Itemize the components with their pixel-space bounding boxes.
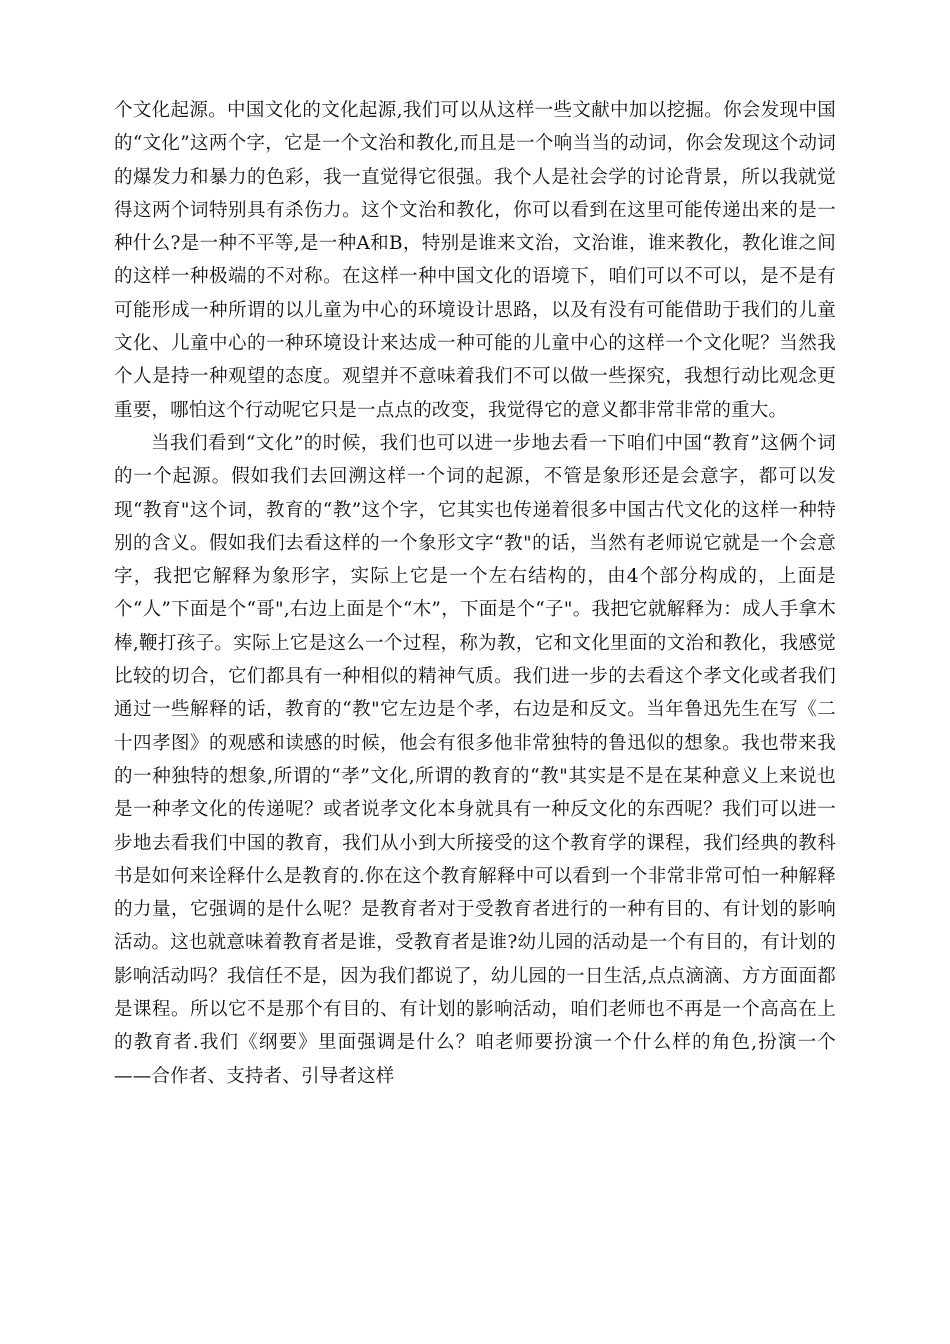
- paragraph-1: 个文化起源。中国文化的文化起源,我们可以从这样一些文献中加以挖掘。你会发现中国的“文化”这两个字，它是一个文治和教化,而且是一个响当当的动词，你会发现这个动词的爆发力和暴力的色彩，我一直觉得它很强。我个人是社会学的讨论背景，所以我就觉得这两个词特别具有杀伤力。这个文治和教化，你可以看到在这里可能传递出来的是一种什么?是一种不平等,是一种A和B，特别是谁来文治，文治谁，谁来教化，教化谁之间的这样一种极端的不对称。在这样一种中国文化的语境下，咱们可以不可以，是不是有可能形成一种所谓的以儿童为中心的环境设计思路，以及有没有可能借助于我们的儿童文化、儿童中心的一种环境设计来达成一种可能的儿童中心的这样一个文化呢？当然我个人是持一种观望的态度。观望并不意味着我们不可以做一些探究，我想行动比观念更重要，哪怕这个行动呢它只是一点点的改变，我觉得它的意义都非常非常的重大。: [114, 100, 836, 421]
- document-body: [114, 94, 836, 1093]
- paragraph-2: 当我们看到“文化”的时候，我们也可以进一步地去看一下咱们中国“教育”这俩个词的一个起源。假如我们去回溯这样一个词的起源，不管是象形还是会意字，都可以发现“教育"这个词，教育的“教”这个字，它其实也传递着很多中国古代文化的这样一种特别的含义。假如我们去看这样的一个象形文字“教"的话，当然有老师说它就是一个会意字，我把它解释为象形字，实际上它是一个左右结构的，由4个部分构成的，上面是个“人”下面是个“哥",右边上面是个“木”，下面是个“子"。我把它就解释为：成人手拿木棒,鞭打孩子。实际上它是这么一个过程，称为教，它和文化里面的文治和教化，我感觉比较的切合，它们都具有一种相似的精神气质。我们进一步的去看这个孝文化或者我们通过一些解释的话，教育的“教"它左边是个孝，右边是和反文。当年鲁迅先生在写《二十四孝图》的观感和读感的时候，他会有很多他非常独特的鲁迅似的想象。我也带来我的一种独特的想象,所谓的“孝”文化,所谓的教育的“教"其实是不是在某种意义上来说也是一种孝文化的传递呢？或者说孝文化本身就具有一种反文化的东西呢？我们可以进一步地去看我们中国的教育，我们从小到大所接受的这个教育学的课程，我们经典的教科书是如何来诠释什么是教育的.你在这个教育解释中可以看到一个非常非常可怕一种解释的力量，它强调的是什么呢？是教育者对于受教育者进行的一种有目的、有计划的影响活动。这也就意味着教育者是谁，受教育者是谁?幼儿园的活动是一个有目的，有计划的影响活动吗？我信任不是，因为我们都说了，幼儿园的一日生活,点点滴滴、方方面面都是课程。所以它不是那个有目的、有计划的影响活动，咱们老师也不再是一个高高在上的教育者.我们《纲要》里面强调是什么？咱老师要扮演一个什么样的角色,扮演一个——合作者、支持者、引导者这样: [114, 432, 836, 1087]
